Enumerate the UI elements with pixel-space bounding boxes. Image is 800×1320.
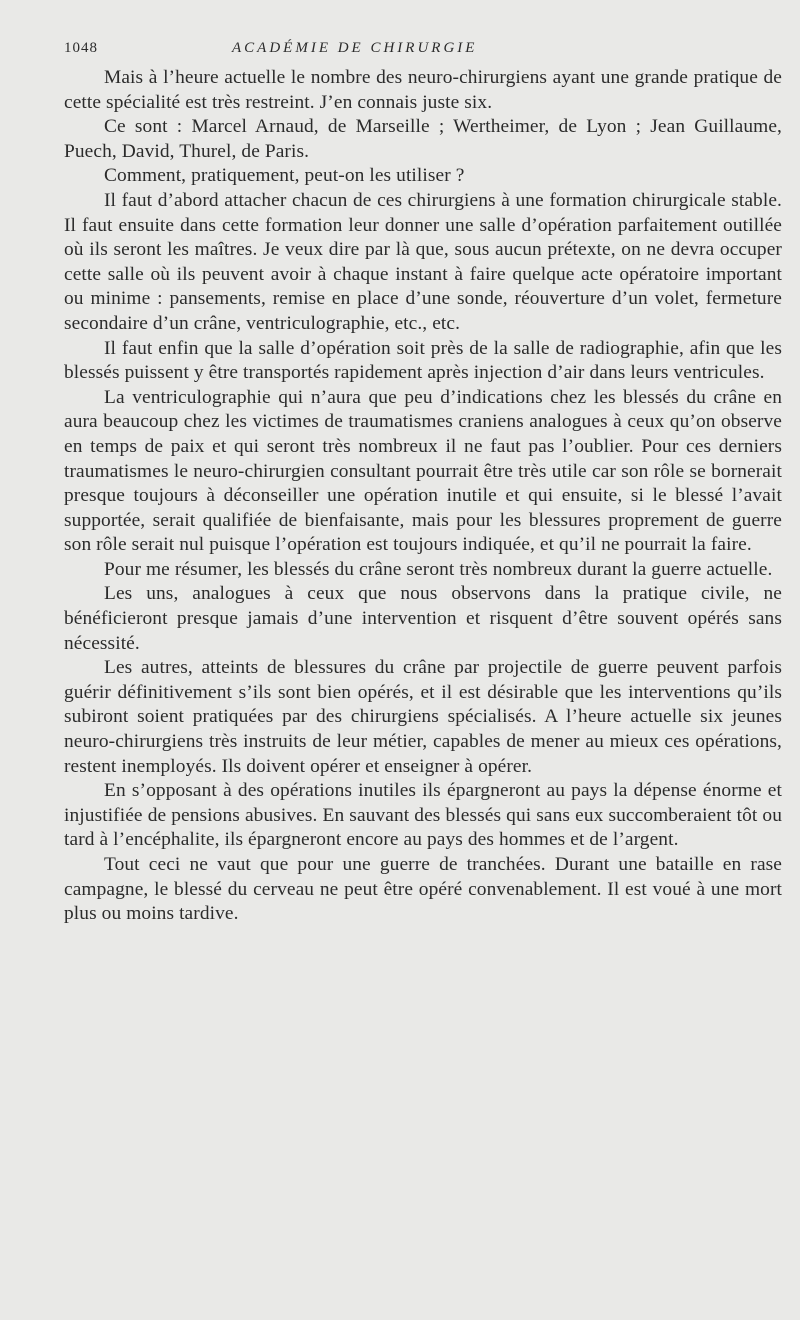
running-head: ACADÉMIE DE CHIRURGIE bbox=[232, 40, 478, 56]
paragraph: Les autres, atteints de blessures du crâne par projectile de guerre peuvent parfois guérir définitivement s’ils sont bien opérés, et il est désirable que les interventions qu’ils subiront soient pratiquées par des chirurgiens spécialisés. A l’heure actuelle six jeunes neuro-chirurgiens très instruits de leur métier, capables de mener au mieux ces opérations, restent inemployés. Ils doivent opérer et enseigner à opérer. bbox=[64, 657, 782, 777]
paragraph: Il faut d’abord attacher chacun de ces chirurgiens à une formation chirurgicale stable. Il faut ensuite dans cette formation leur donner une salle d’opération parfaitement outillée où ils seront les maîtres. Je veux dire par là que, sous aucun prétexte, on ne devra occuper cette salle où ils peuvent avoir à chaque instant à faire quelque acte opératoire important ou minime : pansements, remise en place d’une sonde, réouverture d’un volet, fermeture secondaire d’un crâne, ventriculographie, etc., etc. bbox=[64, 189, 782, 334]
paragraph: En s’opposant à des opérations inutiles ils épargneront au pays la dépense énorme et injustifiée de pensions abusives. En sauvant des blessés qui sans eux succomberaient tôt ou tard à l’encéphalite, ils épargneront encore au pays des hommes et de l’argent. bbox=[64, 780, 782, 851]
paragraph: La ventriculographie qui n’aura que peu d’indications chez les blessés du crâne en aura beaucoup chez les victimes de traumatismes craniens analogues à ceux qu’on observe en temps de paix et qui seront très nombreux il ne faut pas l’oublier. Pour ces derniers traumatismes le neuro-chirurgien consultant pourrait être très utile car son rôle se bornerait presque toujours à déconseiller une opération inutile et qui ensuite, si le blessé l’avait supportée, serait qualifiée de bienfaisante, mais pour les blessures proprement de guerre son rôle serait nul puisque l’opération est toujours indiquée, et qu’il ne pourrait la faire. bbox=[64, 386, 782, 556]
paragraph: Ce sont : Marcel Arnaud, de Marseille ; Wertheimer, de Lyon ; Jean Guillaume, Puech, David, Thurel, de Paris. bbox=[64, 116, 782, 162]
paragraph: Pour me résumer, les blessés du crâne seront très nombreux durant la guerre actuelle. bbox=[104, 558, 773, 580]
page-number: 1048 bbox=[64, 40, 98, 56]
paragraph: Tout ceci ne vaut que pour une guerre de tranchées. Durant une bataille en rase campagne, le blessé du cerveau ne peut être opéré convenablement. Il est voué à une mort plus ou moins tardive. bbox=[64, 854, 782, 925]
paragraph: Comment, pratiquement, peut-on les utiliser ? bbox=[104, 165, 465, 187]
paragraph: Mais à l’heure actuelle le nombre des neuro-chirurgiens ayant une grande pratique de cette spécialité est très restreint. J’en connais juste six. bbox=[64, 67, 782, 113]
page-header bbox=[64, 40, 760, 64]
paragraph: Il faut enfin que la salle d’opération soit près de la salle de radiographie, afin que les blessés puissent y être transportés rapidement après injection d’air dans leurs ventricules. bbox=[64, 337, 782, 384]
body-text bbox=[64, 66, 782, 927]
paragraph: Les uns, analogues à ceux que nous observons dans la pratique civile, ne bénéficieront presque jamais d’une intervention et risquent d’être souvent opérés sans nécessité. bbox=[64, 583, 782, 654]
